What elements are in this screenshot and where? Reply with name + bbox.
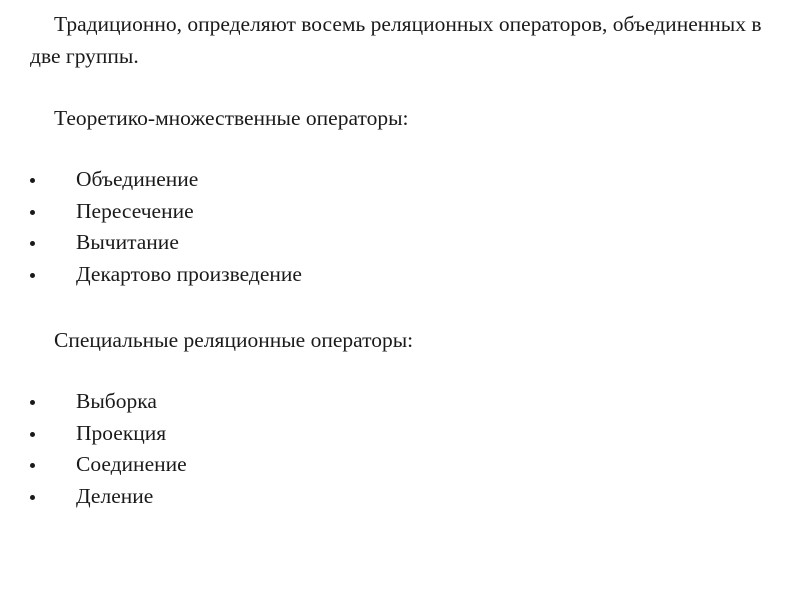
bullet-icon: [30, 273, 35, 278]
list-item-label: Декартово произведение: [76, 261, 302, 286]
list-item-label: Деление: [76, 483, 154, 508]
list-item-label: Вычитание: [76, 230, 179, 254]
list-item-label: Объединение: [76, 167, 199, 191]
list-item-label: Проекция: [76, 420, 167, 445]
bullet-icon: [30, 495, 35, 500]
bullet-icon: [30, 463, 35, 468]
set-operators-heading: Теоретико-множественные операторы:: [54, 106, 409, 130]
list-item: [30, 227, 302, 259]
bullet-icon: [30, 241, 35, 246]
intro-paragraph: Традиционно, определяют восемь реляционных операторов, объединенных в две группы.: [30, 12, 762, 68]
list-item: [30, 196, 302, 228]
bullet-icon: [30, 210, 35, 215]
list-item: [30, 449, 187, 481]
bullet-icon: [30, 400, 35, 405]
special-operators-heading: Специальные реляционные операторы:: [54, 328, 414, 352]
list-item: [30, 418, 187, 450]
list-item: [30, 259, 302, 291]
list-item: [30, 386, 187, 418]
list-item-label: Соединение: [76, 452, 187, 476]
list-item-label: Пересечение: [76, 198, 194, 223]
bullet-icon: [30, 432, 35, 437]
special-operators-list: [30, 386, 187, 512]
list-item: [30, 481, 187, 513]
list-item: [30, 164, 302, 196]
set-operators-list: [30, 164, 302, 290]
bullet-icon: [30, 178, 35, 183]
list-item-label: Выборка: [76, 389, 157, 413]
